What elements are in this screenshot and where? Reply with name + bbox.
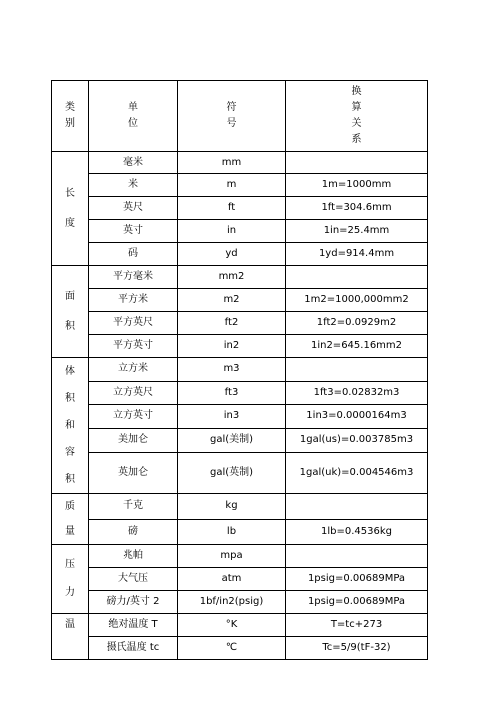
- table-row: [52, 243, 428, 266]
- unit-cell: 码: [89, 243, 178, 266]
- table-row: [52, 289, 428, 312]
- unit-cell: 立方米: [89, 358, 178, 382]
- symbol-cell: gal(英制): [178, 453, 286, 494]
- conversion-cell: 1m=1000mm: [286, 174, 428, 197]
- conversion-cell: 1in2=645.16mm2: [286, 335, 428, 358]
- category-pressure: 压 力: [52, 545, 89, 614]
- conversion-cell: 1gal(uk)=0.004546m3: [286, 453, 428, 494]
- symbol-cell: °K: [178, 614, 286, 637]
- table-row: [52, 358, 428, 382]
- symbol-cell: mm: [178, 152, 286, 174]
- unit-cell: 摄氏温度 tc: [89, 637, 178, 660]
- conversion-cell: 1ft2=0.0929m2: [286, 312, 428, 335]
- table-row: [52, 568, 428, 591]
- table-row: [52, 405, 428, 429]
- unit-cell: 立方英尺: [89, 381, 178, 405]
- symbol-cell: m: [178, 174, 286, 197]
- unit-cell: 毫米: [89, 152, 178, 174]
- symbol-cell: in2: [178, 335, 286, 358]
- conversion-cell: 1yd=914.4mm: [286, 243, 428, 266]
- header-unit: 单 位: [89, 81, 178, 152]
- conversion-cell: 1lb=0.4536kg: [286, 519, 428, 545]
- symbol-cell: gal(美制): [178, 428, 286, 453]
- table-row: [52, 453, 428, 494]
- header-category: 类 别: [52, 81, 89, 152]
- table-row: [52, 591, 428, 614]
- table-row: [52, 428, 428, 453]
- table-row: [52, 174, 428, 197]
- unit-cell: 英尺: [89, 197, 178, 220]
- symbol-cell: ft2: [178, 312, 286, 335]
- symbol-cell: atm: [178, 568, 286, 591]
- unit-cell: 米: [89, 174, 178, 197]
- unit-cell: 磅力/英寸 2: [89, 591, 178, 614]
- symbol-cell: ℃: [178, 637, 286, 660]
- conversion-cell: [286, 494, 428, 520]
- conversion-cell: 1psig=0.00689MPa: [286, 568, 428, 591]
- table-row: [52, 312, 428, 335]
- symbol-cell: m3: [178, 358, 286, 382]
- conversion-cell: 1ft=304.6mm: [286, 197, 428, 220]
- category-volume: 体 积 和 容 积: [52, 358, 89, 494]
- symbol-cell: ft3: [178, 381, 286, 405]
- header-conversion: 换 算 关 系: [286, 81, 428, 152]
- table-row: [52, 197, 428, 220]
- conversion-cell: T=tc+273: [286, 614, 428, 637]
- conversion-cell: 1in=25.4mm: [286, 220, 428, 243]
- table-row: [52, 381, 428, 405]
- symbol-cell: in3: [178, 405, 286, 429]
- unit-cell: 平方英尺: [89, 312, 178, 335]
- category-area: 面 积: [52, 266, 89, 358]
- conversion-cell: 1in3=0.0000164m3: [286, 405, 428, 429]
- table-row: [52, 519, 428, 545]
- conversion-cell: [286, 266, 428, 289]
- table-row: [52, 545, 428, 568]
- table-row: [52, 266, 428, 289]
- conversion-cell: 1psig=0.00689MPa: [286, 591, 428, 614]
- category-mass: 质 量: [52, 494, 89, 545]
- symbol-cell: mpa: [178, 545, 286, 568]
- conversion-cell: 1ft3=0.02832m3: [286, 381, 428, 405]
- unit-cell: 英寸: [89, 220, 178, 243]
- conversion-cell: 1m2=1000,000mm2: [286, 289, 428, 312]
- conversion-cell: 1gal(us)=0.003785m3: [286, 428, 428, 453]
- unit-cell: 千克: [89, 494, 178, 520]
- unit-cell: 英加仑: [89, 453, 178, 494]
- header-row: [52, 81, 428, 152]
- unit-cell: 美加仑: [89, 428, 178, 453]
- table-row: [52, 152, 428, 174]
- unit-cell: 大气压: [89, 568, 178, 591]
- unit-cell: 平方英寸: [89, 335, 178, 358]
- symbol-cell: in: [178, 220, 286, 243]
- symbol-cell: m2: [178, 289, 286, 312]
- category-temperature: 温: [52, 614, 89, 660]
- symbol-cell: lb: [178, 519, 286, 545]
- unit-cell: 平方毫米: [89, 266, 178, 289]
- table-row: [52, 494, 428, 520]
- symbol-cell: yd: [178, 243, 286, 266]
- symbol-cell: kg: [178, 494, 286, 520]
- conversion-cell: [286, 358, 428, 382]
- symbol-cell: mm2: [178, 266, 286, 289]
- conversion-cell: [286, 152, 428, 174]
- unit-cell: 绝对温度 T: [89, 614, 178, 637]
- conversion-cell: [286, 545, 428, 568]
- unit-cell: 兆帕: [89, 545, 178, 568]
- unit-cell: 磅: [89, 519, 178, 545]
- symbol-cell: ft: [178, 197, 286, 220]
- table-row: [52, 335, 428, 358]
- conversion-cell: Tc=5/9(tF-32): [286, 637, 428, 660]
- unit-cell: 平方米: [89, 289, 178, 312]
- category-length: 长 度: [52, 152, 89, 266]
- table-row: [52, 637, 428, 660]
- unit-conversion-table: [51, 80, 428, 660]
- table-row: [52, 220, 428, 243]
- symbol-cell: 1bf/in2(psig): [178, 591, 286, 614]
- header-symbol: 符 号: [178, 81, 286, 152]
- unit-cell: 立方英寸: [89, 405, 178, 429]
- table-row: [52, 614, 428, 637]
